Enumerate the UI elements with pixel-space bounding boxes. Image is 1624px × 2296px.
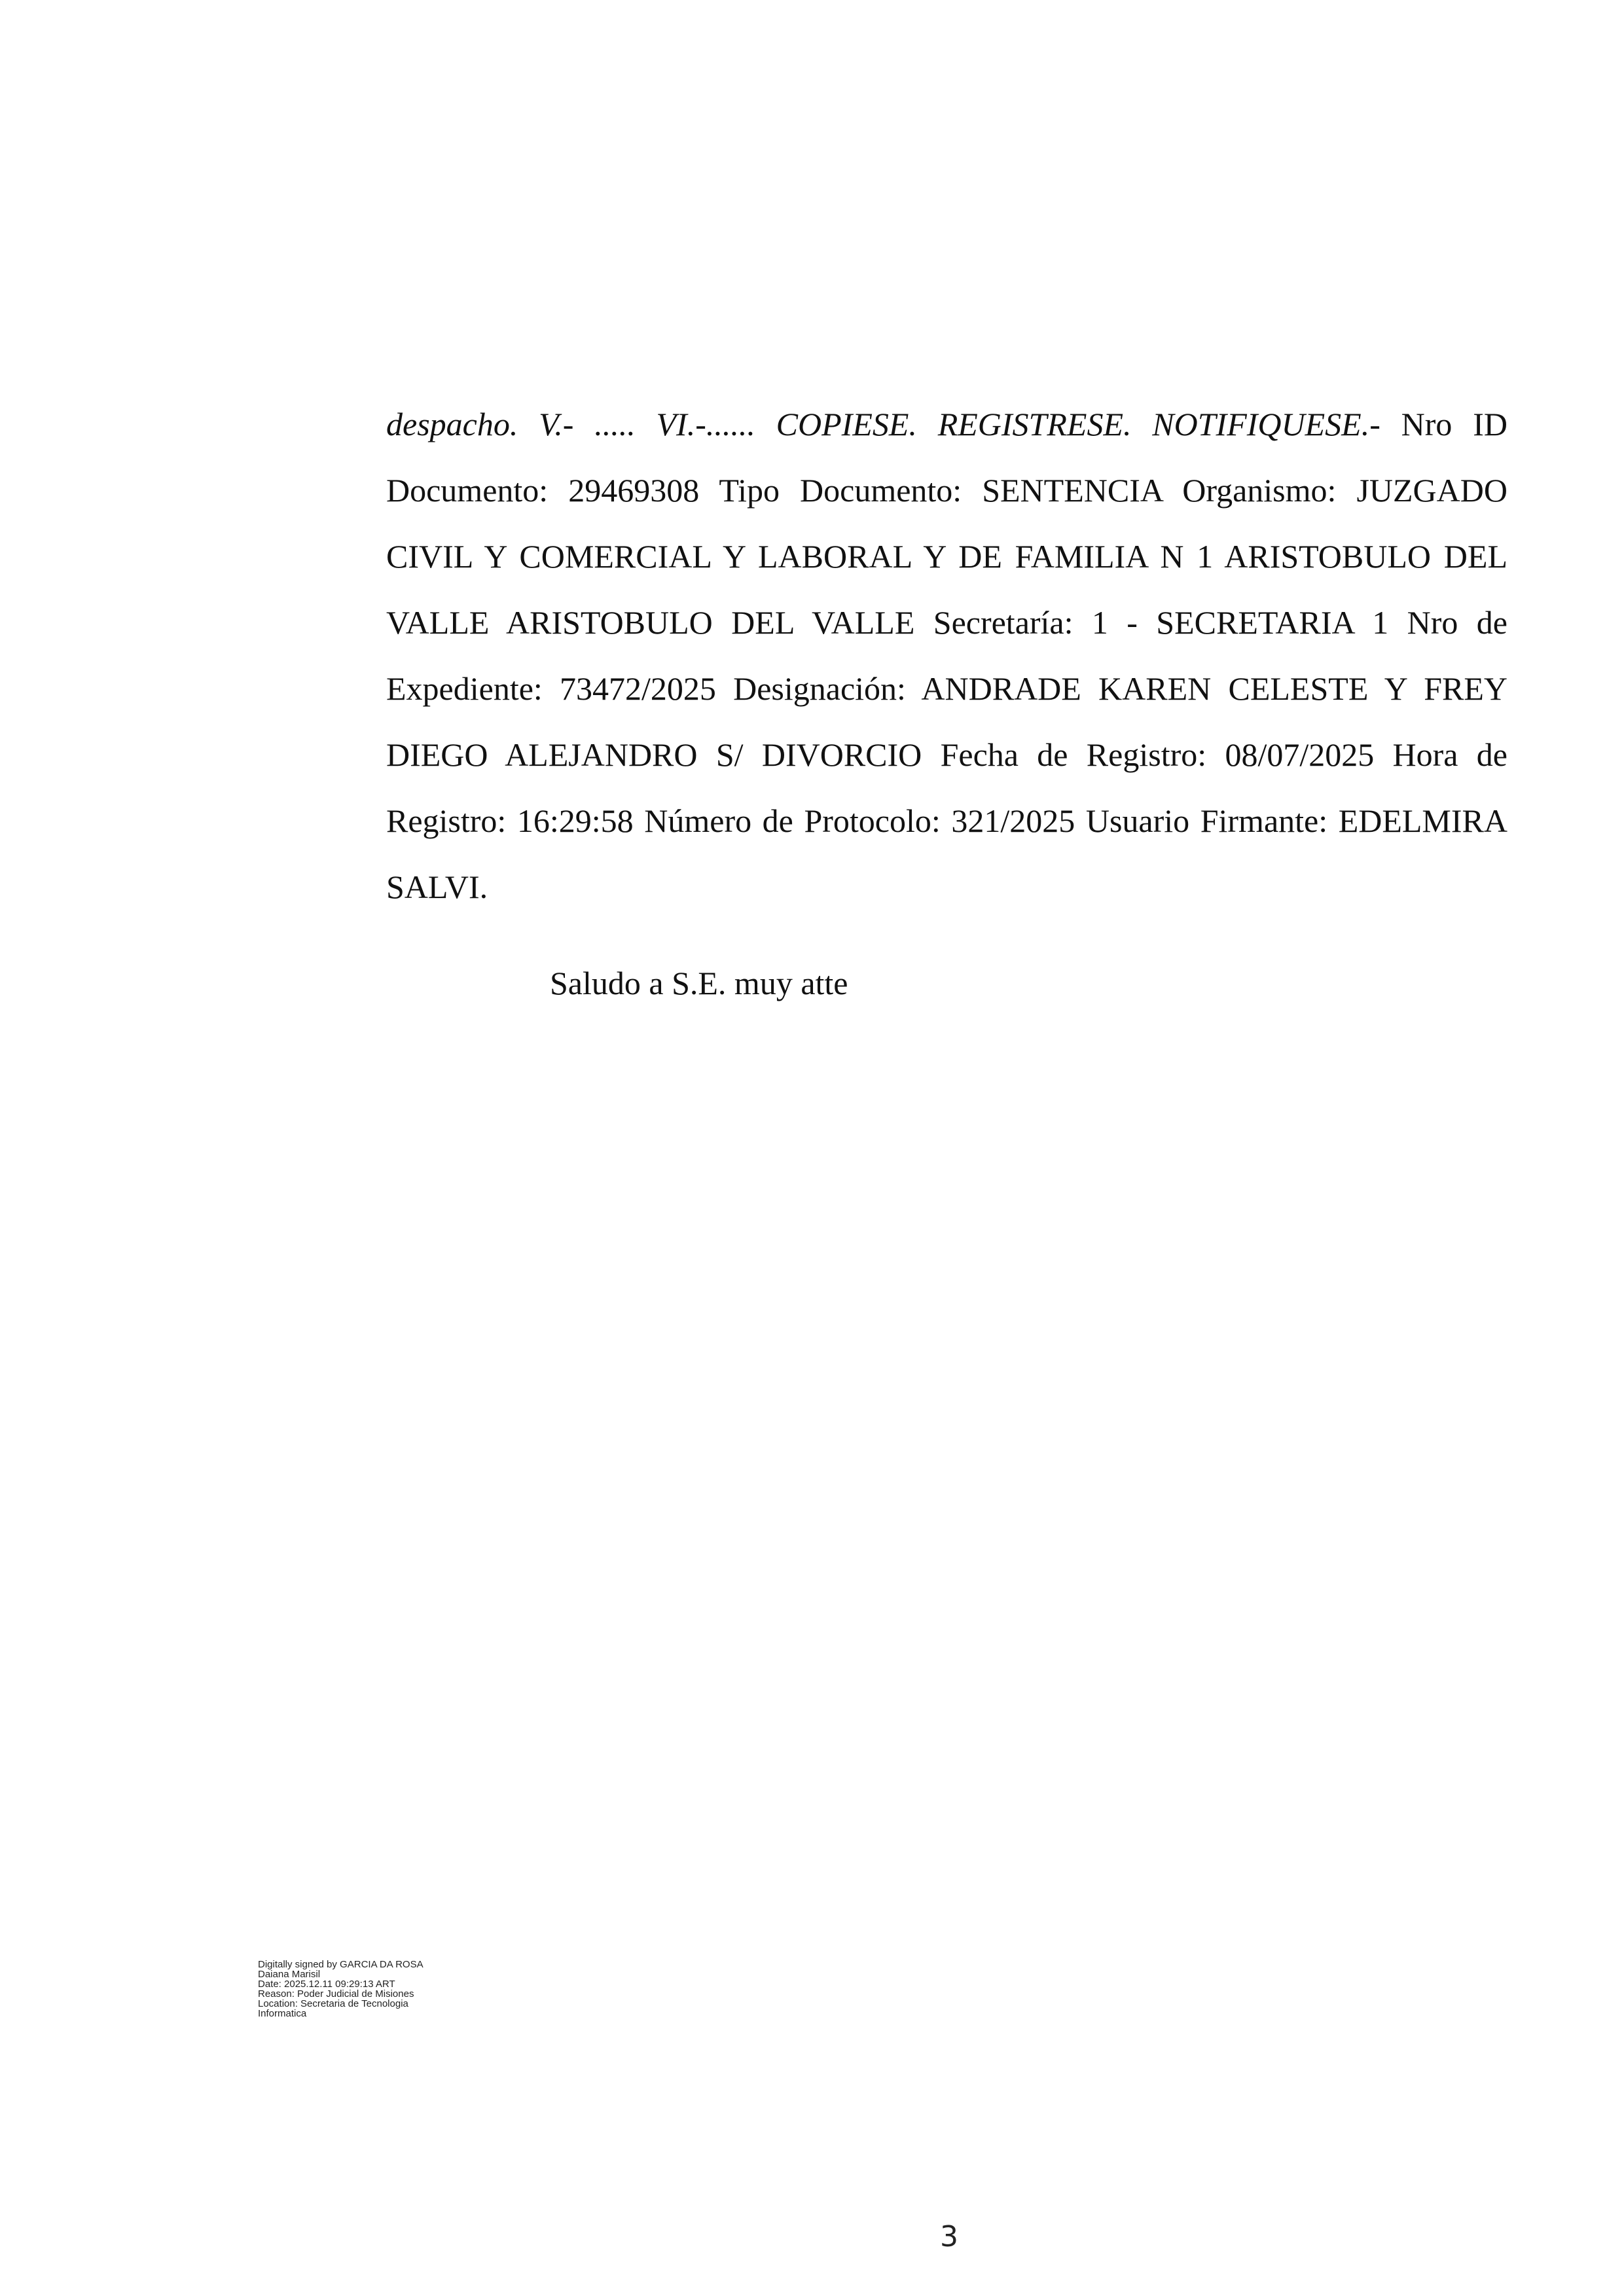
signature-line: Reason: Poder Judicial de Misiones [258,1988,414,2000]
signature-line: Informatica [258,2008,307,2019]
body-main-text: - Nro ID Documento: 29469308 Tipo Documento: SENTENCIA Organismo: JUZGADO CIVIL Y COMERCIAL Y LABORAL Y DE FAMILIA N 1 ARISTOBULO DEL VALLE ARISTOBULO DEL VALLE Secretaría: 1 - SECRETARIA 1 Nro de Expediente: 73472/2025 Designación: ANDRADE KAREN CELESTE Y FREY DIEGO ALEJANDRO S/ DIVORCIO Fecha de Registro: 08/07/2025 Hora de Registro: 16:29:58 Número de Protocolo: 321/2025 Usuario Firmante: EDELMIRA SALVI. [386,406,1508,905]
signature-line: Digitally signed by GARCIA DA ROSA [258,1959,424,1970]
closing-salutation: Saludo a S.E. muy atte [550,965,848,1001]
page-number: 3 [940,2220,958,2253]
signature-line: Date: 2025.12.11 09:29:13 ART [258,1979,395,1990]
digital-signature-block [258,1960,533,2018]
signature-line: Daiana Marisil [258,1969,321,1980]
signature-line: Location: Secretaria de Tecnologia [258,1998,408,2009]
body-paragraph [386,391,1507,920]
body-lead-italic: despacho. V.- ..... VI.-...... COPIESE. REGISTRESE. NOTIFIQUESE. [386,406,1370,442]
